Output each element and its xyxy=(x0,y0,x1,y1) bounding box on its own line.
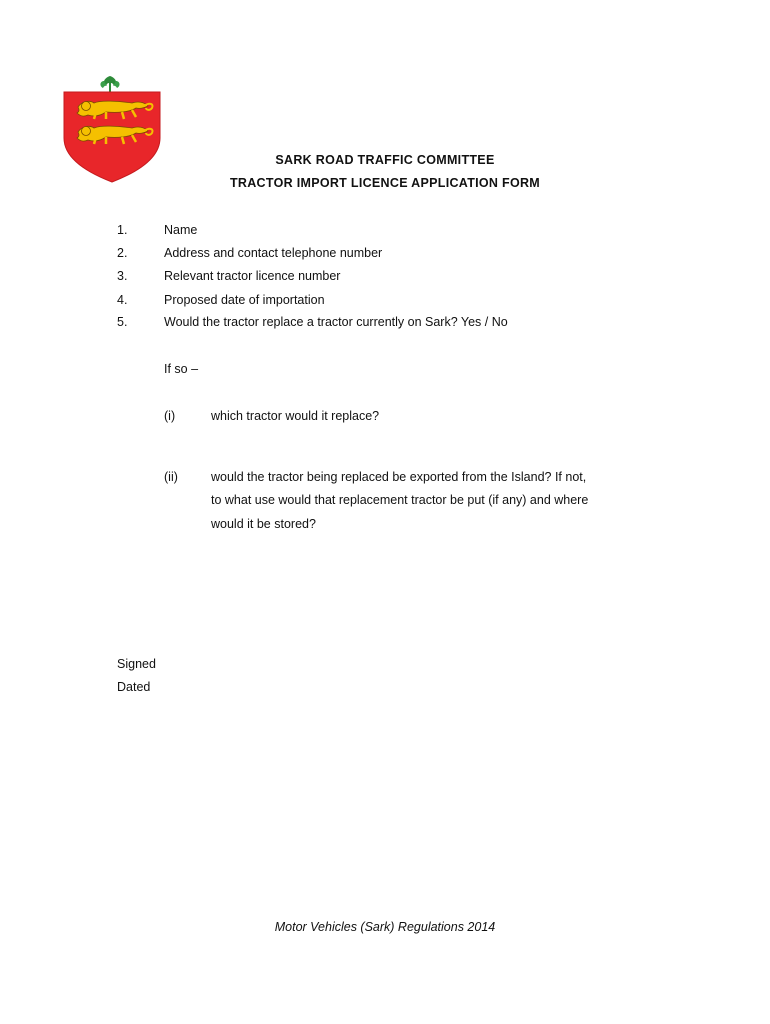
item-date-label: Proposed date of importation xyxy=(164,293,325,307)
item-number: 3. xyxy=(117,269,128,283)
item-name-label: Name xyxy=(164,223,198,237)
if-so-label: If so – xyxy=(164,362,199,376)
sub-item-which-tractor: which tractor would it replace? xyxy=(211,409,380,423)
sub-item-export-line: to what use would that replacement tractor be put (if any) and where xyxy=(211,493,589,507)
sprig-icon xyxy=(100,76,119,92)
form-title: TRACTOR IMPORT LICENCE APPLICATION FORM xyxy=(229,176,541,190)
sub-item-number: (ii) xyxy=(164,470,178,484)
item-address-label: Address and contact telephone number xyxy=(164,246,383,260)
dated-label: Dated xyxy=(117,680,151,694)
sub-item-number: (i) xyxy=(164,409,176,423)
item-number: 2. xyxy=(117,246,128,260)
footer-regulations: Motor Vehicles (Sark) Regulations 2014 xyxy=(274,920,496,934)
item-number: 1. xyxy=(117,223,128,237)
item-number: 5. xyxy=(117,315,128,329)
sub-item-export-line: would it be stored? xyxy=(211,517,316,531)
item-licence-label: Relevant tractor licence number xyxy=(164,269,341,283)
item-replace-question: Would the tractor replace a tractor currently on Sark? Yes / No xyxy=(164,315,508,329)
item-number: 4. xyxy=(117,293,128,307)
sark-coat-of-arms-icon xyxy=(60,72,164,184)
signed-label: Signed xyxy=(117,657,156,671)
form-title-committee: SARK ROAD TRAFFIC COMMITTEE xyxy=(275,153,495,167)
sub-item-export-line: would the tractor being replaced be exported from the Island? If not, xyxy=(211,470,587,484)
